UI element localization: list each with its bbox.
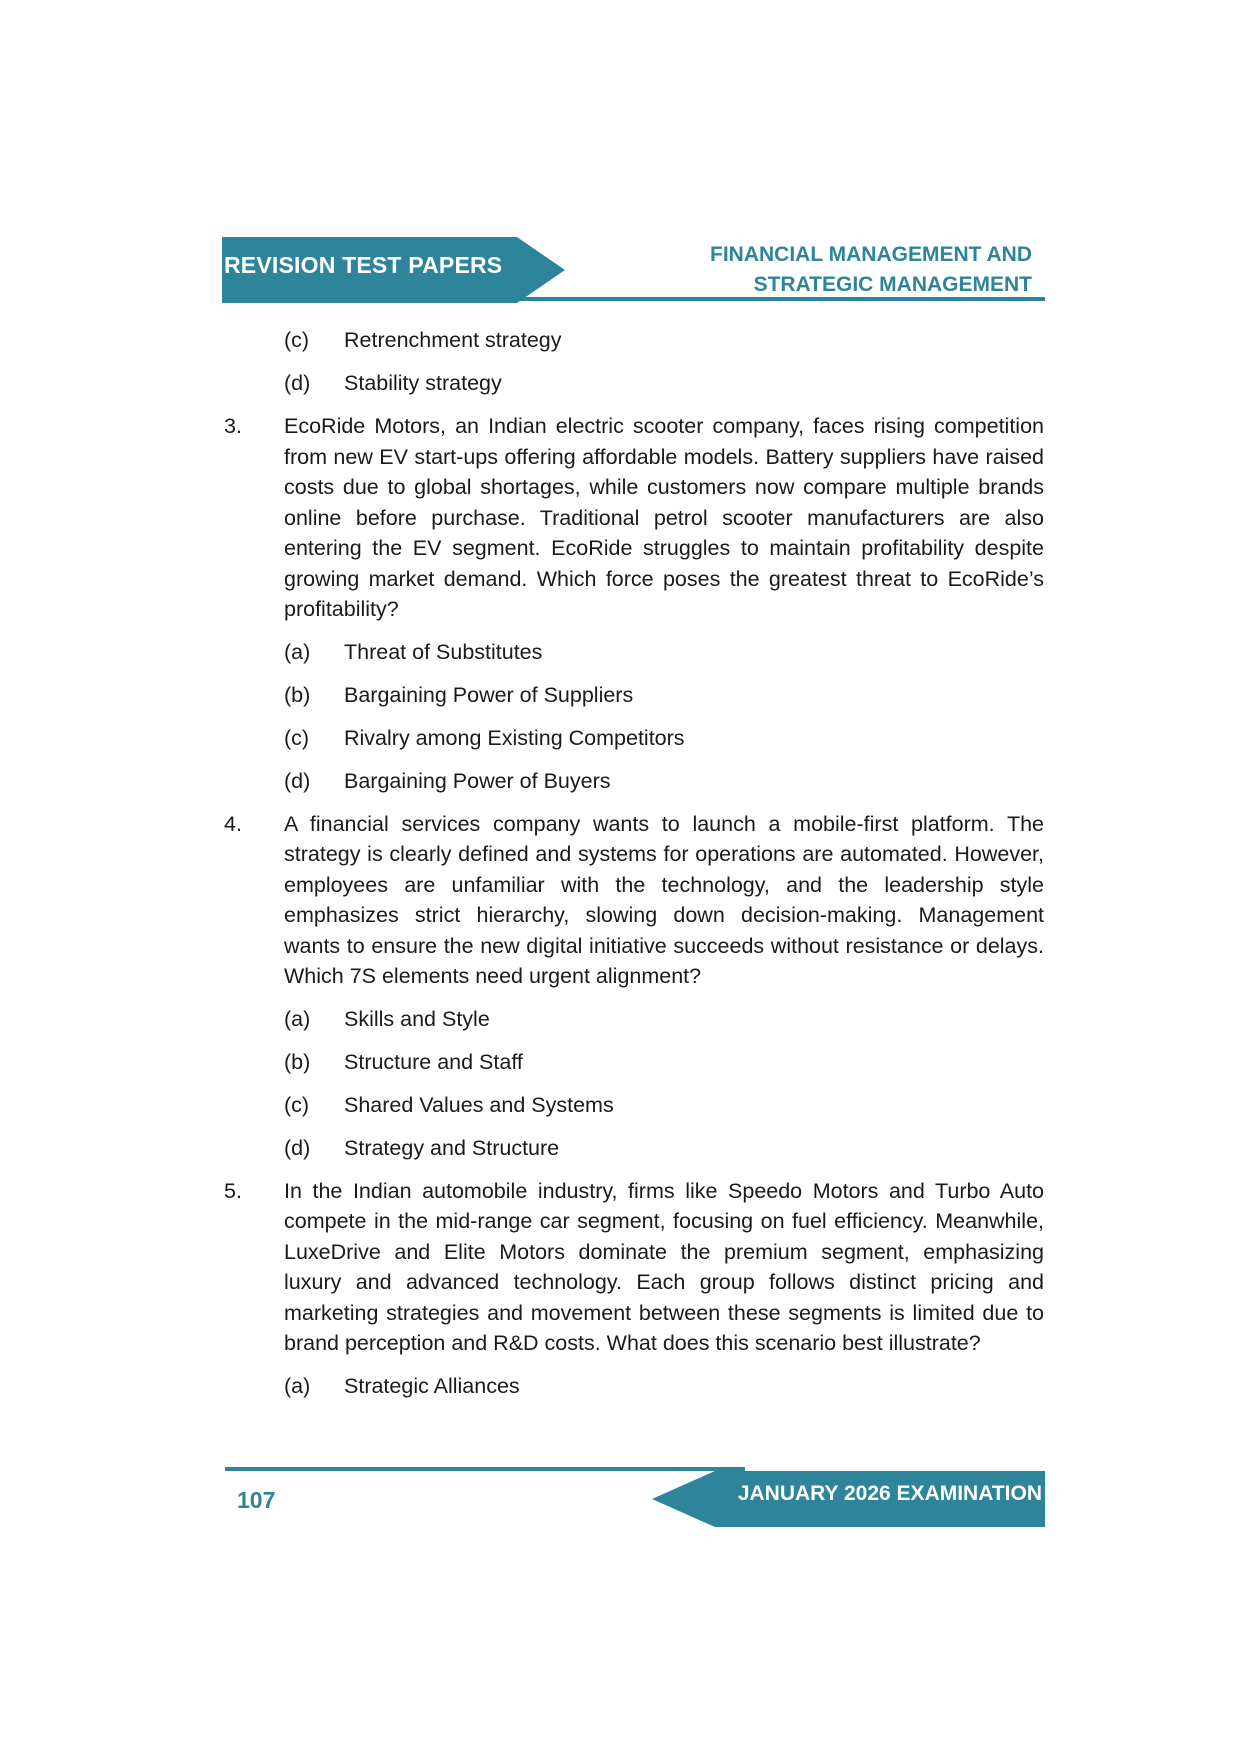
option-letter: (c): [284, 725, 310, 750]
option-letter: (d): [284, 371, 311, 395]
question-text: EcoRide Motors, an Indian electric scooter company, faces rising competition from new EV start-ups offering affordable models. Battery suppliers have raised costs due to global shortages, while customers now compare multiple brands online before purchase. Traditional petrol scooter manufacturers are also entering the EV segment. EcoRide struggles to maintain profitability despite growing market demand. Which force poses the greatest threat to EcoRide’s profitability?: [284, 414, 1044, 621]
option-row: [284, 680, 1044, 711]
option-row: [284, 637, 1044, 668]
option-text: Threat of Substitutes: [344, 639, 543, 664]
question-5: [224, 1176, 1044, 1359]
option-text: Stability strategy: [344, 371, 502, 395]
option-letter: (c): [284, 1092, 310, 1117]
question-4: [224, 809, 1044, 992]
option-row: [284, 325, 1044, 356]
option-row: [284, 723, 1044, 754]
question-text: A financial services company wants to launch a mobile-first platform. The strategy is clearly defined and systems for operations are automated. However, employees are unfamiliar with the technology, and the leadership style emphasizes strict hierarchy, slowing down decision-making. Management wants to ensure the new digital initiative succeeds without resistance or delays. Which 7S elements need urgent alignment?: [284, 811, 1044, 988]
header-subject-line1: FINANCIAL MANAGEMENT AND: [710, 243, 1032, 266]
footer-rule: [225, 1467, 745, 1471]
option-row: [284, 766, 1044, 797]
option-row: [284, 1047, 1044, 1078]
question-3: [224, 411, 1044, 625]
option-text: Strategic Alliances: [344, 1373, 520, 1398]
option-row: [284, 368, 1044, 399]
option-letter: (a): [284, 1373, 311, 1398]
option-letter: (d): [284, 1135, 311, 1160]
option-letter: (b): [284, 682, 311, 707]
option-text: Shared Values and Systems: [344, 1092, 614, 1117]
option-text: Bargaining Power of Buyers: [344, 768, 611, 793]
option-text: Strategy and Structure: [344, 1135, 560, 1160]
question-number: 5.: [224, 1178, 242, 1203]
option-text: Skills and Style: [344, 1006, 490, 1031]
option-row: [284, 1371, 1044, 1402]
option-letter: (c): [284, 328, 310, 352]
option-letter: (b): [284, 1049, 311, 1074]
option-text: Rivalry among Existing Competitors: [344, 725, 685, 750]
option-text: Structure and Staff: [344, 1049, 523, 1074]
option-letter: (a): [284, 639, 311, 664]
page-content: [224, 325, 1044, 1414]
option-text: Retrenchment strategy: [344, 328, 562, 352]
page-number: 107: [237, 1487, 276, 1513]
header-subject: [710, 240, 1032, 300]
option-row: [284, 1004, 1044, 1035]
question-number: 4.: [224, 811, 242, 836]
question-text: In the Indian automobile industry, firms like Speedo Motors and Turbo Auto compete in the mid-range car segment, focusing on fuel efficiency. Meanwhile, LuxeDrive and Elite Motors dominate the premium segment, emphasizing luxury and advanced technology. Each group follows distinct pricing and marketing strategies and movement between these segments is limited due to brand perception and R&D costs. What does this scenario best illustrate?: [284, 1178, 1044, 1355]
option-row: [284, 1133, 1044, 1164]
question-number: 3.: [224, 414, 242, 438]
option-letter: (d): [284, 768, 311, 793]
header-subject-line2: STRATEGIC MANAGEMENT: [753, 273, 1032, 296]
footer-exam-label: JANUARY 2026 EXAMINATION: [737, 1482, 1042, 1505]
option-text: Bargaining Power of Suppliers: [344, 682, 634, 707]
option-row: [284, 1090, 1044, 1121]
option-letter: (a): [284, 1006, 311, 1031]
header-banner-label: REVISION TEST PAPERS: [224, 252, 503, 278]
